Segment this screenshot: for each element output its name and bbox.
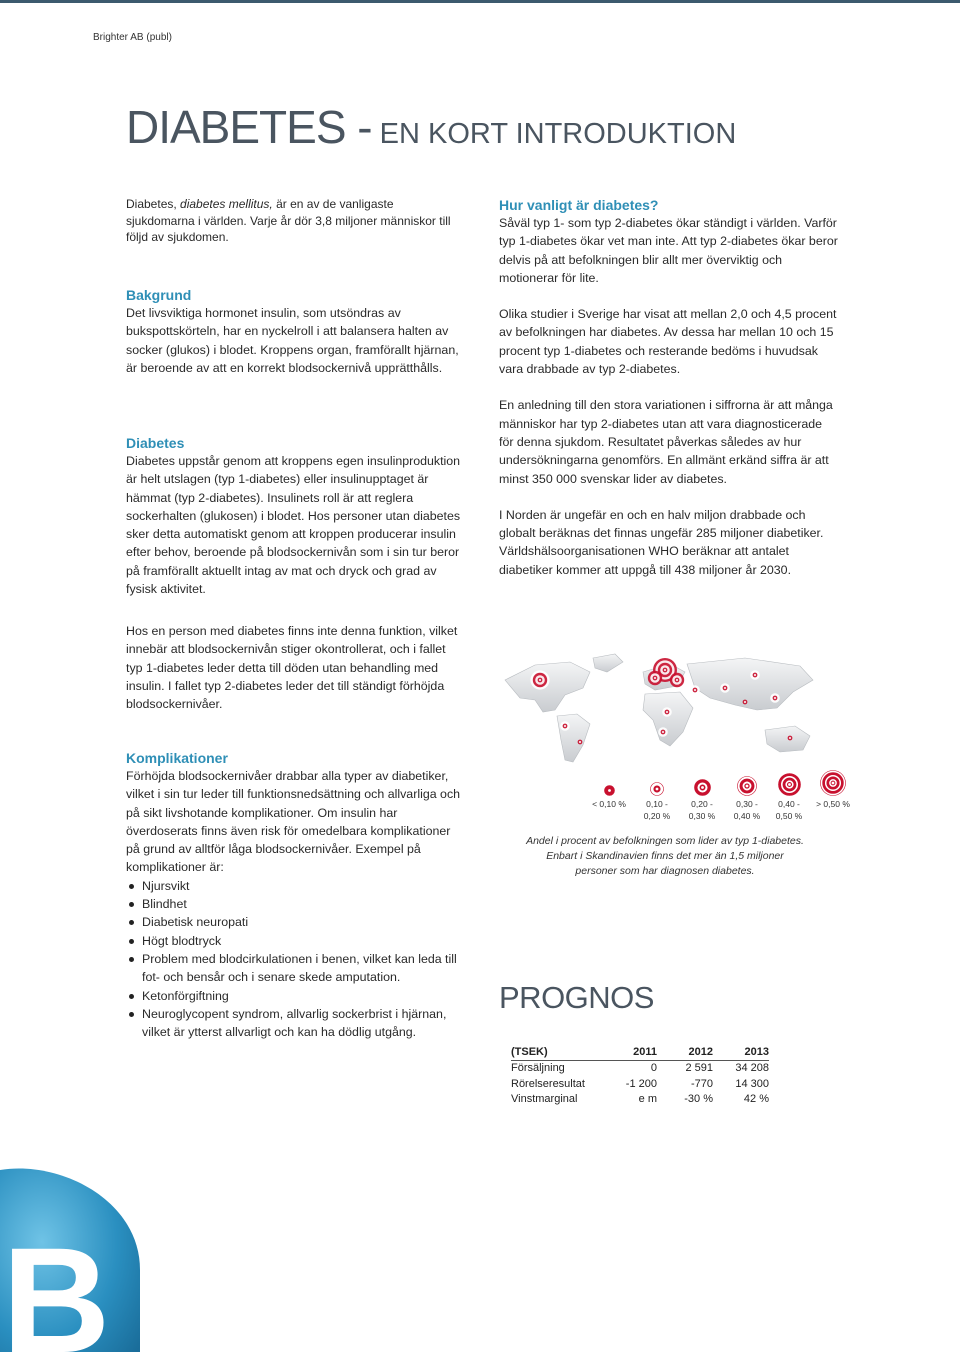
intro-text-italic: diabetes mellitus,	[180, 197, 273, 211]
page-title	[126, 100, 736, 154]
map-caption	[505, 834, 825, 879]
table-cell: Vinstmarginal	[511, 1093, 578, 1106]
target-marker-icon	[650, 782, 664, 796]
map-marker-dot	[789, 737, 791, 739]
table-header-row	[511, 1044, 769, 1060]
target-marker-icon	[737, 776, 757, 796]
table-row	[511, 1060, 769, 1076]
list-item: Neuroglycopent syndrom, allvarlig sockerbrist i hjärnan, vilket är ytterst allvarligt och kan ha dödlig utgång.	[126, 1005, 462, 1042]
prognos-heading: PROGNOS	[499, 980, 654, 1015]
target-marker-icon	[820, 770, 846, 796]
map-marker-dot	[662, 731, 664, 733]
legend-item	[809, 770, 857, 810]
table-row	[511, 1076, 769, 1092]
legend-label: 0,20 %	[643, 811, 671, 821]
text-hur-vanligt-4: I Norden är ungefär en och en halv miljon drabbade och globalt beräknas det finnas ungefär 285 miljoner diabetiker. Världshälsoorganisationen WHO beräknar att antalet diabetiker kommer att uppgå till 438 miljoner år 2030.	[499, 507, 824, 577]
legend-item	[765, 770, 813, 822]
greenland-shape	[593, 654, 623, 672]
map-marker-dot	[666, 711, 668, 713]
legend-label: > 0,50 %	[816, 799, 850, 809]
target-marker-icon	[604, 785, 615, 796]
legend-label: 0,50 %	[775, 811, 803, 821]
section-diabetes	[126, 434, 462, 598]
table-header: 2013	[744, 1045, 769, 1058]
list-item: Högt blodtryck	[126, 932, 462, 950]
table-cell: 14 300	[735, 1077, 769, 1090]
target-marker-icon	[778, 773, 801, 796]
table-cell: e m	[638, 1093, 657, 1106]
map-marker-dot	[676, 679, 678, 681]
list-item: Blindhet	[126, 895, 462, 913]
prognos-table	[511, 1044, 769, 1107]
legend-item	[585, 770, 633, 810]
table-cell: Rörelseresultat	[511, 1077, 585, 1090]
map-marker-dot	[754, 674, 756, 676]
brighter-logo	[0, 1160, 140, 1352]
legend-item	[723, 770, 771, 822]
table-cell: -30 %	[684, 1093, 713, 1106]
text-diabetes: Diabetes uppstår genom att kroppens egen insulinproduktion är helt utslagen (typ 1-diabetes) eller insulinupptaget är hämmat (typ 2-diabetes). Insulinets roll är att reglera sockerhalten (glukosen) i blodet. Hos personer utan diabetes sker detta automatiskt genom att kroppen producerar insulin efter behov, beroende på blodsockernivån som i sin tur beror på framförallt aktuellt intag av mat och dryck och grad av fysisk aktivitet.	[126, 454, 461, 597]
world-map-illustration	[495, 650, 875, 770]
legend-label: 0,10 -	[646, 799, 668, 809]
list-item: Njursvikt	[126, 877, 462, 895]
map-marker-dot	[564, 725, 566, 727]
table-cell: -1 200	[625, 1077, 657, 1090]
map-marker-dot	[664, 669, 666, 671]
text-hur-vanligt-3: En anledning till den stora variationen i siffrorna är att många människor har typ 2-diabetes utan att vara diagnosticerade för denna sjukdom. Resultatet påverkas således av hur undersökningarna genomförs. En allmänt erkänd siffra är att minst 350 000 svenskar lider av diabetes.	[499, 398, 833, 486]
caption-line: Andel i procent av befolkningen som lider av typ 1-diabetes.	[526, 835, 804, 847]
heading-diabetes: Diabetes	[126, 435, 185, 451]
map-marker-dot	[694, 689, 696, 691]
text-hur-vanligt-1: Såväl typ 1- som typ 2-diabetes ökar ständigt i världen. Varför typ 1-diabetes ökar vet man inte. Att typ 2-diabetes ökar beror delvis på att befolkningen blir allt mer överviktig och motionerar för lite.	[499, 216, 838, 285]
text-komplikationer: Förhöjda blodsockernivåer drabbar alla typer av diabetiker, vilket i sin tur leder till funktionsnedsättning och allvarliga och på sikt livshotande komplikationer. Om insulin har överdoserats finns även risk för omedelbara komplikationer på grund av alltför låga blodsockernivåer. Exempel på komplikationer är:	[126, 769, 461, 875]
map-legend	[585, 770, 870, 820]
table-header: 2012	[688, 1045, 713, 1058]
title-main: DIABETES -	[126, 101, 372, 153]
list-item: Diabetisk neuropati	[126, 913, 462, 931]
text-para2: Hos en person med diabetes finns inte denna funktion, vilket innebär att blodsockernivån stiger okontrollerat, och i fallet typ 1-diabetes leder detta till döden utan behandling med insulin. I fallet typ 2-diabetes leder det till ständigt förhöjda blodsockernivåer.	[126, 624, 458, 712]
legend-label: < 0,10 %	[592, 799, 626, 809]
text-bakgrund: Det livsviktiga hormonet insulin, som utsöndras av bukspottskörteln, har en nyckelroll i att balansera halten av socker (glukos) i blodet. Kroppens organ, framförallt hjärnan, är beroende av att en korrekt blodsockernivå upprätthålls.	[126, 306, 459, 375]
map-marker-dot	[654, 677, 656, 679]
list-item: Ketonförgiftning	[126, 987, 462, 1005]
map-marker-dot	[774, 697, 776, 699]
legend-label: 0,40 %	[733, 811, 761, 821]
table-cell: 42 %	[743, 1093, 769, 1106]
top-rule	[0, 0, 960, 3]
complications-list	[126, 877, 462, 1042]
section-bakgrund	[126, 286, 462, 377]
heading-hur-vanligt: Hur vanligt är diabetes?	[499, 197, 659, 213]
legend-item	[633, 770, 681, 822]
south-america-shape	[557, 714, 590, 762]
map-marker-dot	[539, 679, 541, 681]
intro-text-b: är en av de vanligaste sjukdomarna i världen. Varje år dör 3,8 miljoner människor till följd av sjukdomen.	[126, 197, 451, 244]
africa-shape	[643, 692, 693, 746]
table-cell: -770	[690, 1077, 713, 1090]
table-header: (TSEK)	[511, 1045, 548, 1058]
legend-label: 0,30 %	[688, 811, 716, 821]
legend-label: 0,40 -	[778, 799, 800, 809]
text-hur-vanligt-2: Olika studier i Sverige har visat att mellan 2,0 och 4,5 procent av befolkningen har diabetes. Av dessa har mellan 10 och 15 procent typ 1-diabetes och resterande bedöms i huvudsak vara drabbade av typ 2-diabetes.	[499, 307, 837, 377]
australia-shape	[765, 726, 810, 752]
table-cell: 2 591	[685, 1062, 713, 1075]
section-komplikationer	[126, 749, 462, 1041]
company-name: Brighter AB (publ)	[93, 32, 172, 43]
map-marker-dot	[579, 741, 581, 743]
map-marker-dot	[744, 701, 746, 703]
heading-bakgrund: Bakgrund	[126, 287, 192, 303]
table-cell: 0	[650, 1062, 657, 1075]
caption-line: personer som har diagnosen diabetes.	[575, 865, 755, 877]
map-marker-dot	[724, 687, 726, 689]
north-america-shape	[505, 662, 590, 712]
legend-label: 0,30 -	[736, 799, 758, 809]
intro-paragraph	[126, 196, 462, 246]
intro-text-a: Diabetes,	[126, 197, 181, 211]
asia-shape	[687, 658, 813, 710]
target-marker-icon	[694, 779, 711, 796]
logo-letter: B	[2, 1216, 111, 1352]
heading-komplikationer: Komplikationer	[126, 750, 228, 766]
legend-label: 0,20 -	[691, 799, 713, 809]
table-header: 2011	[633, 1045, 657, 1058]
section-hur-vanligt	[499, 196, 839, 579]
title-sub: EN KORT INTRODUKTION	[371, 118, 737, 150]
table-row	[511, 1092, 769, 1108]
table-cell: 34 208	[735, 1062, 769, 1075]
list-item: Problem med blodcirkulationen i benen, vilket kan leda till fot- och bensår och i senare skede amputation.	[126, 950, 462, 987]
legend-item	[678, 770, 726, 822]
caption-line: Enbart i Skandinavien finns det mer än 1,5 miljoner	[546, 850, 784, 862]
section-para2	[126, 622, 462, 713]
table-cell: Försäljning	[511, 1062, 565, 1075]
